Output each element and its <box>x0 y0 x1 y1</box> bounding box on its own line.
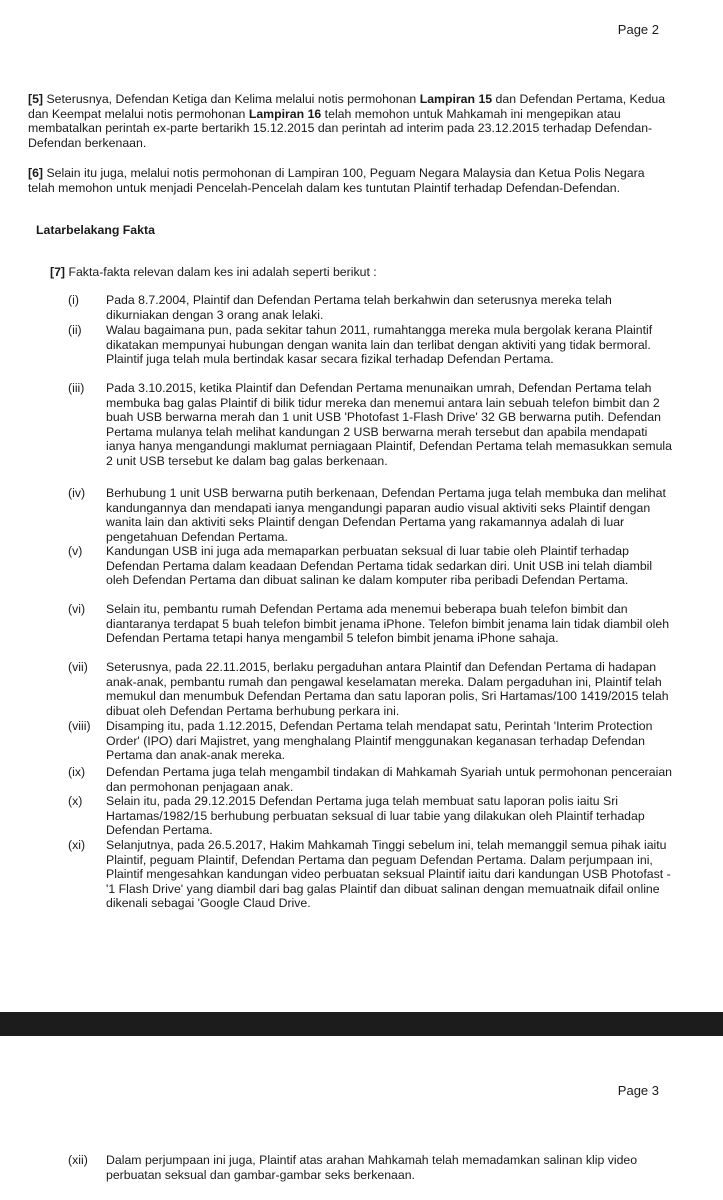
item-text: Dalam perjumpaan ini juga, Plaintif atas arahan Mahkamah telah memadamkan salinan klip video perbuatan seksual dan gambar-gambar seks berkenaan. <box>106 1153 638 1182</box>
paragraph-5 <box>28 92 668 150</box>
bold-reference: Lampiran 16 <box>248 106 322 121</box>
paragraph-text: Selain itu juga, melalui notis permohonan di Lampiran 100, Peguam Negara Malaysia dan Ketua Polis Negara telah memohon untuk menjadi Pencelah-Pencelah dalam kes tuntutan Plaintif terhadap Defendan-Defendan. <box>28 166 645 195</box>
item-text: Seterusnya, pada 22.11.2015, berlaku pergaduhan antara Plaintif dan Defendan Pertama di hadapan anak-anak, pembantu rumah dan pengawal keselamatan mereka. Dalam pergaduhan ini, Plaintif telah memukul dan menumbuk Defendan Pertama dan satu laporan polis, Sri Hartamas/100 1419/2015 telah dibuat oleh Defendan Pertama berhubung perkara ini. <box>106 660 669 718</box>
item-text: Pada 3.10.2015, ketika Plaintif dan Defendan Pertama menunaikan umrah, Defendan Pertama telah membuka bag galas Plaintif di bilik tidur mereka dan menemui antara lain sebuah telefon bimbit dan 2 buah USB berwarna merah dan 1 unit USB 'Photofast 1-Flash Drive' 32 GB berwarna putih. Defendan Pertama mulanya telah melihat kandungan 2 USB berwarna merah tersebut dan apabila mendapati ianya hanya mengandungi maklumat perniagaan Plaintif, Defendan Pertama telah memasukkan semula 2 unit USB tersebut ke dalam bag galas berkenaan. <box>106 381 672 468</box>
item-text: Selain itu, pembantu rumah Defendan Pertama ada menemui beberapa buah telefon bimbit dan diantaranya terdapat 5 buah telefon bimbit jenama iPhone. Telefon bimbit jenama lain tidak diambil oleh Defendan Pertama tetapi hanya mengambil 5 telefon bimbit jenama iPhone sahaja. <box>106 602 670 645</box>
section-heading: Latarbelakang Fakta <box>36 223 155 237</box>
item-label: (i) <box>68 293 79 307</box>
page-number: Page 2 <box>617 22 659 37</box>
paragraph-text: dan Defendan Pertama, Kedua dan Keempat melalui notis permohonan <box>28 92 666 121</box>
item-text: Pada 8.7.2004, Plaintif dan Defendan Pertama telah berkahwin dan seterusnya mereka telah dikurniakan dengan 3 orang anak lelaki. <box>106 293 612 322</box>
page-separator <box>0 1012 723 1036</box>
paragraph-text: telah memohon untuk Mahkamah ini mengepikan atau membatalkan perintah ex-parte bertarikh 15.12.2015 dan perintah ad interim pada 23.12.2015 terhadap Defendan-Defendan berkenaan. <box>28 106 653 150</box>
item-label: (x) <box>68 794 83 808</box>
paragraph-7 <box>50 265 377 279</box>
item-label: (xi) <box>68 838 86 852</box>
item-label: (vii) <box>68 660 88 674</box>
paragraph-number: [6] <box>28 166 44 180</box>
paragraph-text: Fakta-fakta relevan dalam kes ini adalah seperti berikut : <box>65 265 377 279</box>
item-label: (viii) <box>68 719 91 733</box>
bold-reference: Lampiran 15 <box>419 92 493 106</box>
item-label: (ii) <box>68 323 82 337</box>
item-text: Disamping itu, pada 1.12.2015, Defendan Pertama telah mendapat satu, Perintah 'Interim Protection Order' (IPO) dari Majistret, yang menghalang Plaintif menggunakan keganasan terhadap Defendan Pertama dan anak-anak mereka. <box>106 719 653 762</box>
item-label: (iii) <box>68 381 85 395</box>
paragraph-number: [7] <box>50 265 66 279</box>
item-label: (iv) <box>68 486 86 500</box>
item-label: (ix) <box>68 765 86 779</box>
item-label: (xii) <box>68 1153 88 1167</box>
page-number: Page 3 <box>617 1083 659 1098</box>
item-label: (vi) <box>68 602 86 616</box>
document-page-3 <box>0 1036 723 1200</box>
item-text: Kandungan USB ini juga ada memaparkan perbuatan seksual di luar tabie oleh Plaintif terhadap Defendan Pertama dalam keadaan Defendan Pertama tidak sedarkan diri. Unit USB ini telah diambil oleh Defendan Pertama dan dibuat salinan ke dalam komputer riba peribadi Defendan Pertama. <box>106 544 653 587</box>
item-label: (v) <box>68 544 83 558</box>
item-text: Selain itu, pada 29.12.2015 Defendan Pertama juga telah membuat satu laporan polis iaitu Sri Hartamas/1982/15 berhubung perbuatan seksual di luar tabie yang dilakukan oleh Plaintif terhadap Defendan Pertama. <box>106 794 645 837</box>
paragraph-number: [5] <box>28 92 44 106</box>
item-text: Berhubung 1 unit USB berwarna putih berkenaan, Defendan Pertama juga telah membuka dan melihat kandungannya dan mendapati ianya mengandungi paparan audio visual aktiviti seks Plaintif dengan wanita lain dan aktiviti seks Plaintif dengan Defendan Pertama yang rakamannya adalah di luar pengetahuan Defendan Pertama. <box>106 486 666 544</box>
item-text: Selanjutnya, pada 26.5.2017, Hakim Mahkamah Tinggi sebelum ini, telah memanggil semua pihak iaitu Plaintif, peguam Plaintif, Defendan Pertama dan peguam Defendan Pertama. Dalam perjumpaan ini, Plaintif mengesahkan kandungan video perbuatan seksual Plaintif iaitu dari kandungan USB Photofast - '1 Flash Drive' yang diambil dari bag galas Plaintif dan dibuat salinan dengan memuatnaik difail online dikenali sebagai 'Google Claud Drive. <box>106 838 671 910</box>
item-text: Defendan Pertama juga telah mengambil tindakan di Mahkamah Syariah untuk permohonan penceraian dan permohonan penjagaan anak. <box>106 765 673 794</box>
paragraph-6 <box>28 166 668 195</box>
paragraph-text: Seterusnya, Defendan Ketiga dan Kelima melalui notis permohonan <box>43 92 420 106</box>
item-text: Walau bagaimana pun, pada sekitar tahun 2011, rumahtangga mereka mula bergolak kerana Plaintif dikatakan mempunyai hubungan dengan wanita lain dan terlibat dengan aktiviti yang tidak bermoral. Plaintif juga telah mula bertindak kasar secara fizikal terhadap Defendan Pertama. <box>106 323 653 366</box>
